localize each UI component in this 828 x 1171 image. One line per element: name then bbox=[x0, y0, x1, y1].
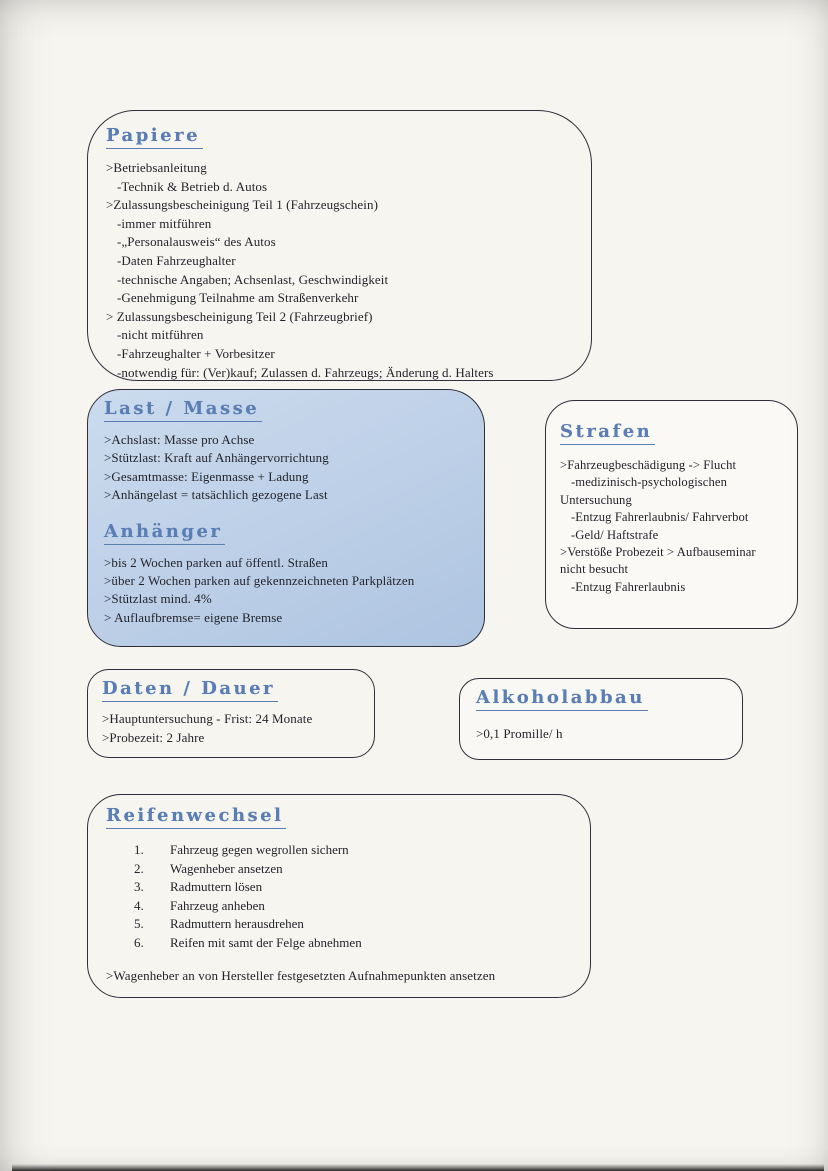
note-line: -medizinisch-psychologischen bbox=[571, 475, 727, 490]
reifenwechsel-note: >Wagenheber an von Hersteller festgesetzten Aufnahmepunkten ansetzen bbox=[106, 967, 496, 983]
section-title-strafen: Strafen bbox=[560, 421, 655, 445]
note-line: >Stützlast mind. 4% bbox=[104, 591, 212, 607]
note-line: >Fahrzeugbeschädigung -> Flucht bbox=[560, 458, 737, 472]
step-number: 2. bbox=[134, 860, 144, 876]
note-line: >bis 2 Wochen parken auf öffentl. Straßen bbox=[104, 554, 328, 570]
step-text: Wagenheber ansetzen bbox=[170, 860, 283, 876]
section-papiere bbox=[87, 110, 592, 381]
note-line: >Gesamtmasse: Eigenmasse + Ladung bbox=[104, 468, 309, 484]
section-last-masse-anhaenger bbox=[87, 389, 485, 647]
step-number: 1. bbox=[134, 842, 144, 857]
note-line: >über 2 Wochen parken auf gekennzeichneten Parkplätzen bbox=[104, 573, 415, 589]
note-line: >Zulassungsbescheinigung Teil 1 (Fahrzeugschein) bbox=[106, 197, 379, 213]
note-line: >Anhängelast = tatsächlich gezogene Last bbox=[104, 487, 328, 503]
section-daten-dauer bbox=[87, 669, 375, 758]
note-line: nicht besucht bbox=[560, 562, 629, 577]
note-line: -Daten Fahrzeughalter bbox=[117, 252, 236, 268]
note-line: >Stützlast: Kraft auf Anhängervorrichtung bbox=[104, 450, 329, 466]
section-title-reifenwechsel: Reifenwechsel bbox=[106, 805, 286, 829]
alkoholabbau-body bbox=[476, 725, 726, 744]
section-strafen bbox=[545, 400, 798, 629]
note-line: -Fahrzeughalter + Vorbesitzer bbox=[117, 345, 275, 361]
step-text: Fahrzeug gegen wegrollen sichern bbox=[170, 842, 349, 857]
note-line: >Probezeit: 2 Jahre bbox=[102, 729, 205, 745]
note-line: >Achslast: Masse pro Achse bbox=[104, 432, 255, 447]
note-line: > Zulassungsbescheinigung Teil 2 (Fahrzeugbrief) bbox=[106, 308, 373, 324]
note-line: >Verstöße Probezeit > Aufbauseminar bbox=[560, 545, 756, 560]
note-line: -immer mitführen bbox=[117, 215, 212, 231]
note-line: -nicht mitführen bbox=[117, 327, 204, 343]
list-item bbox=[134, 897, 572, 916]
section-title-daten-dauer: Daten / Dauer bbox=[102, 678, 278, 702]
last-masse-body bbox=[104, 431, 468, 505]
note-line: >Hauptuntersuchung - Frist: 24 Monate bbox=[102, 711, 313, 726]
list-item bbox=[134, 915, 572, 934]
note-line: >Betriebsanleitung bbox=[106, 160, 207, 175]
note-line: Untersuchung bbox=[560, 492, 632, 507]
step-number: 6. bbox=[134, 934, 144, 950]
reifenwechsel-steps bbox=[106, 841, 572, 953]
strafen-body bbox=[560, 457, 783, 596]
daten-dauer-body bbox=[102, 710, 360, 747]
note-line: -Technik & Betrieb d. Autos bbox=[117, 178, 268, 194]
note-line: >0,1 Promille/ h bbox=[476, 726, 563, 741]
section-title-anhaenger: Anhänger bbox=[104, 521, 225, 545]
note-line: > Auflaufbremse= eigene Bremse bbox=[104, 609, 283, 625]
section-title-last-masse: Last / Masse bbox=[104, 398, 262, 422]
list-item bbox=[134, 878, 572, 897]
note-line: -notwendig für: (Ver)kauf; Zulassen d. Fahrzeugs; Änderung d. Halters bbox=[117, 364, 494, 380]
step-text: Reifen mit samt der Felge abnehmen bbox=[170, 934, 362, 950]
section-title-alkoholabbau: Alkoholabbau bbox=[476, 687, 648, 711]
section-reifenwechsel bbox=[87, 794, 591, 998]
section-alkoholabbau bbox=[459, 678, 743, 760]
note-line: -Entzug Fahrerlaubnis/ Fahrverbot bbox=[571, 510, 749, 525]
papiere-body bbox=[106, 159, 573, 382]
scan-bottom-edge bbox=[12, 1164, 824, 1171]
anhaenger-body bbox=[104, 554, 468, 628]
step-text: Fahrzeug anheben bbox=[170, 897, 265, 913]
section-title-papiere: Papiere bbox=[106, 125, 203, 149]
note-line: -Geld/ Haftstrafe bbox=[571, 527, 659, 542]
note-line: -Genehmigung Teilnahme am Straßenverkehr bbox=[117, 290, 359, 306]
step-number: 4. bbox=[134, 897, 144, 913]
step-text: Radmuttern lösen bbox=[170, 879, 263, 895]
note-line: -technische Angaben; Achsenlast, Geschwindigkeit bbox=[117, 271, 389, 287]
list-item bbox=[134, 934, 572, 953]
step-number: 3. bbox=[134, 879, 144, 895]
note-line: -Entzug Fahrerlaubnis bbox=[571, 579, 686, 594]
list-item bbox=[134, 860, 572, 879]
step-text: Radmuttern herausdrehen bbox=[170, 916, 304, 932]
list-item bbox=[134, 841, 572, 860]
note-line: -„Personalausweis“ des Autos bbox=[117, 234, 276, 250]
step-number: 5. bbox=[134, 916, 144, 932]
